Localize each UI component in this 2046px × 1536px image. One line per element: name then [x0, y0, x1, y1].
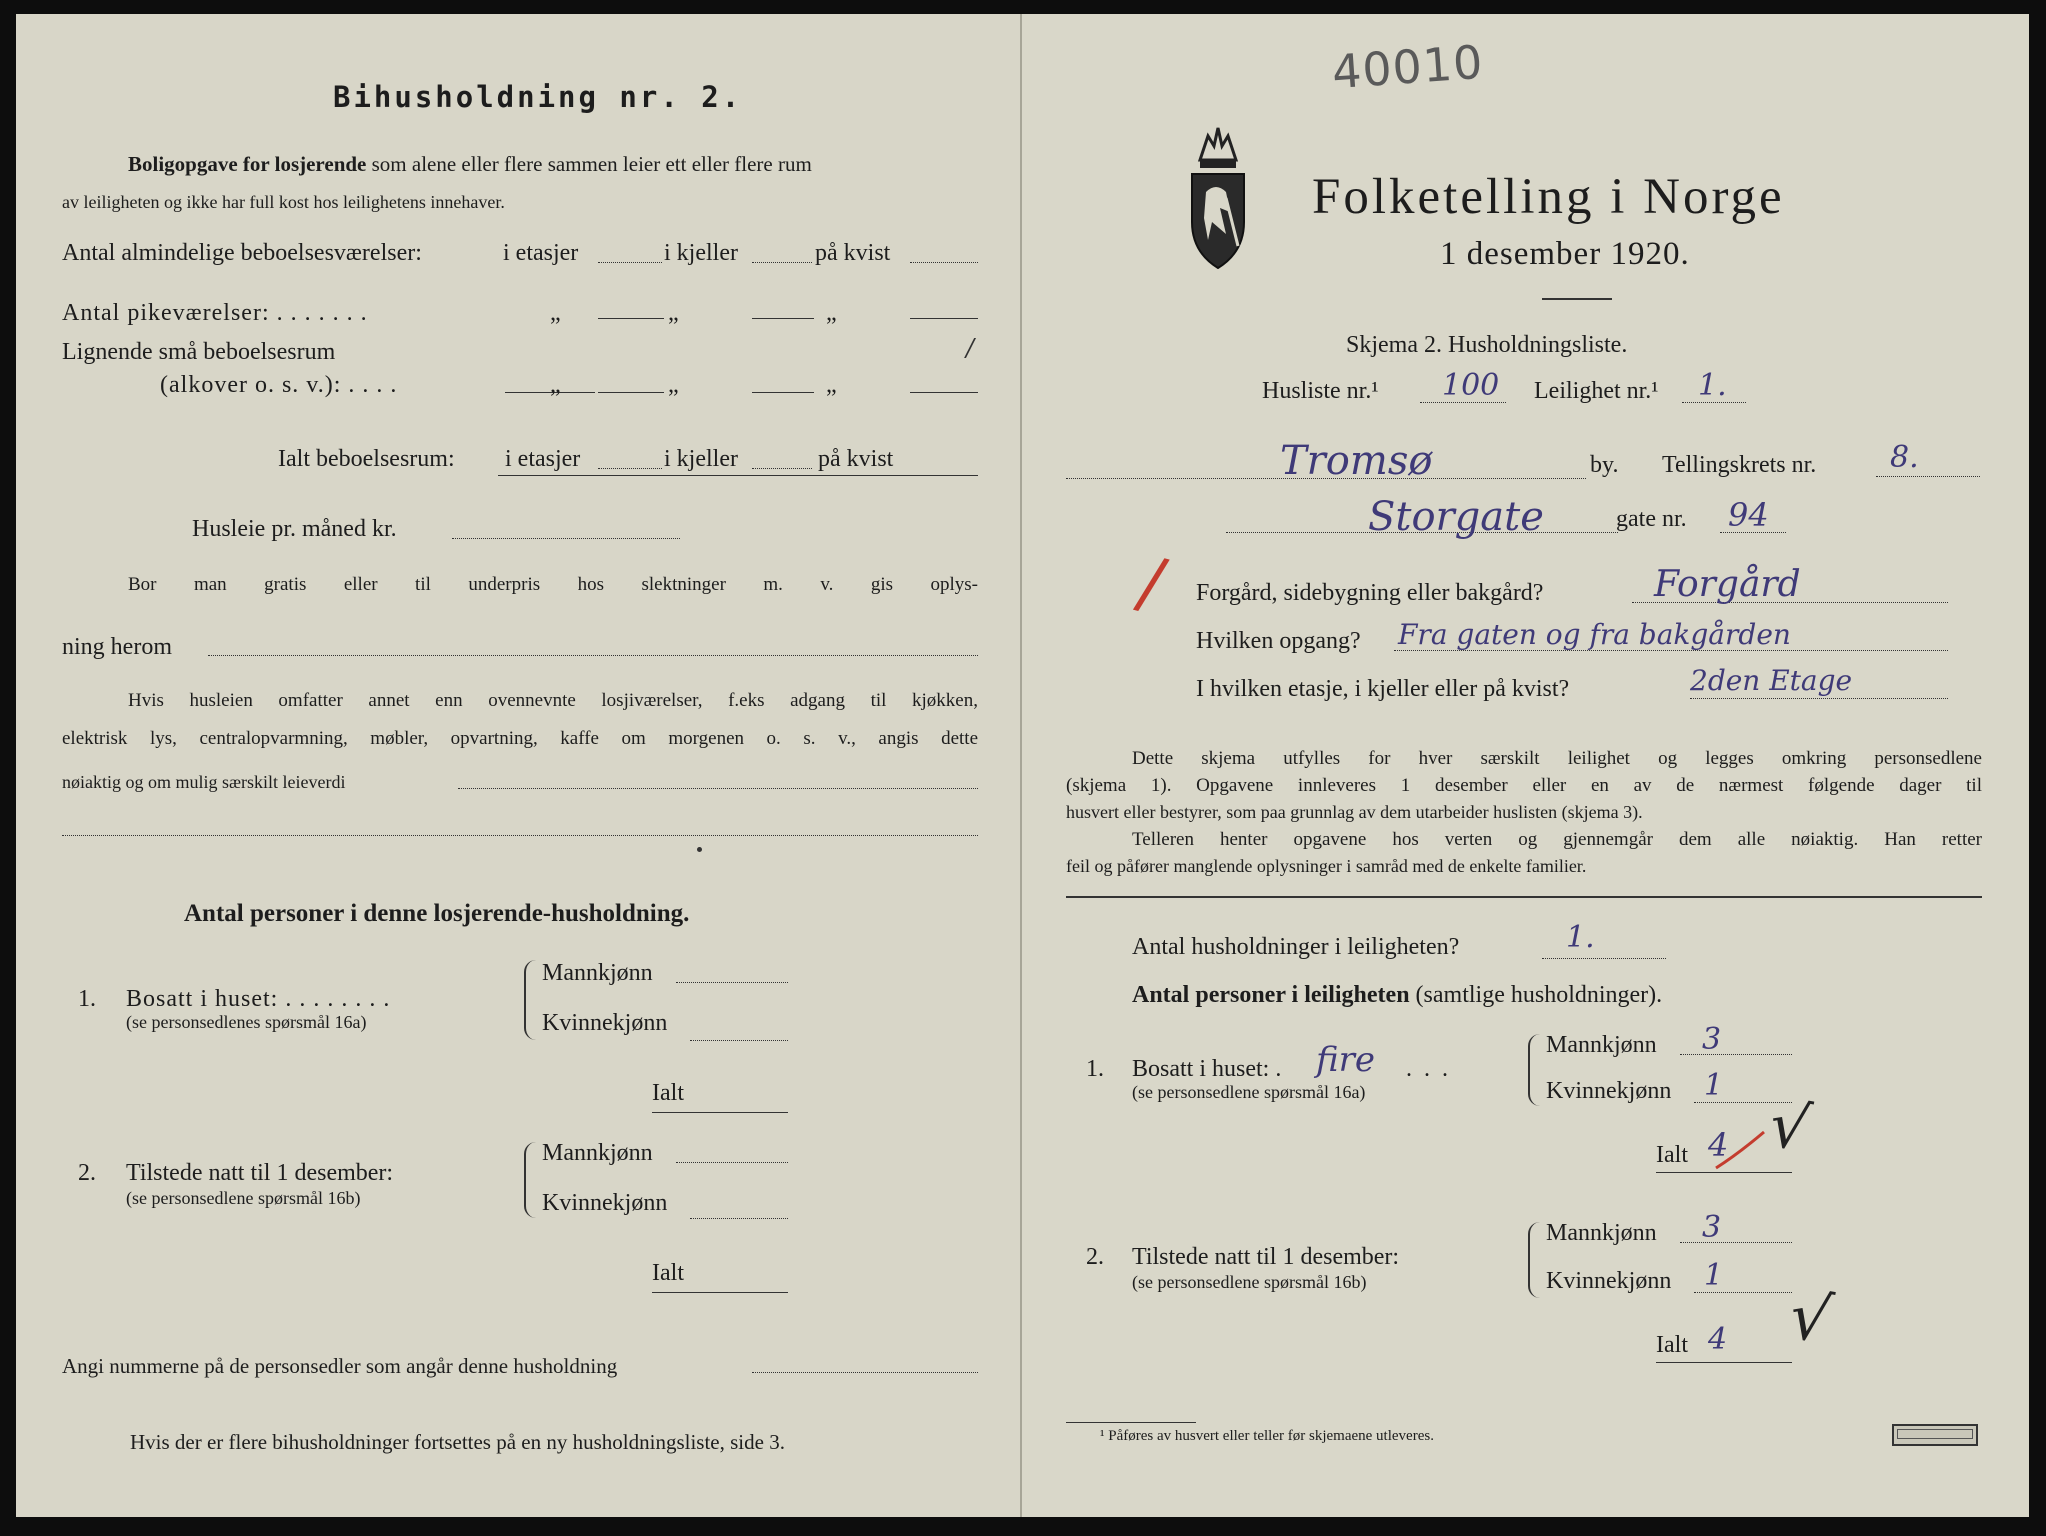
left-q2-num: 2. — [78, 1160, 96, 1186]
pike-ditto-3: „ — [826, 300, 837, 326]
hvis-line2: elektrisk lys, centralopvarmning, møbler, opvartning, kaffe om morgenen o. s. v., angis dette — [62, 728, 978, 749]
by-label: by. — [1590, 452, 1619, 478]
angi-text: Angi nummerne på de personsedler som angår denne husholdning — [62, 1354, 618, 1378]
right-q1-ialt-value: 4 — [1708, 1126, 1729, 1164]
red-underline-mark — [1712, 1126, 1772, 1176]
hvis-line3: nøiaktig og om mulig særskilt leieverdi — [62, 772, 346, 792]
alkover-label: (alkover o. s. v.): . . . . — [160, 372, 398, 398]
instr-line4: Telleren henter opgavene hos verten og gjennemgår dem alle nøiaktig. Han retter — [1132, 829, 1982, 850]
left-q1-label: Bosatt i huset: . . . . . . . . — [126, 986, 391, 1012]
right-q1-value: fire — [1316, 1040, 1376, 1080]
right-q2-checkmark: √ — [1783, 1279, 1837, 1359]
instr-line3: husvert eller bestyrer, som paa grunnlag av dem utarbeider huslisten (skjema 3). — [1066, 802, 1643, 822]
pike-ditto-2: „ — [668, 300, 679, 326]
left-q2-label: Tilstede natt til 1 desember: — [126, 1160, 394, 1186]
alkover-ditto-2: „ — [668, 372, 679, 398]
ialt-kvist: på kvist — [818, 446, 894, 472]
right-q1-mann-value: 3 — [1702, 1022, 1722, 1057]
right-q2-mann-label: Mannkjønn — [1546, 1220, 1657, 1246]
forgard-label: Forgård, sidebygning eller bakgård? — [1196, 580, 1544, 606]
right-q2-label: Tilstede natt til 1 desember: — [1132, 1244, 1400, 1270]
left-q2-ialt: Ialt — [652, 1260, 684, 1286]
right-q2-mann-value: 3 — [1702, 1210, 1722, 1245]
husliste-label: Husliste nr.¹ — [1262, 378, 1379, 404]
instr-line1: Dette skjema utfylles for hver særskilt leilighet og legges omkring personsedlene — [1132, 748, 1982, 769]
rooms-label: Antal almindelige beboelsesværelser: — [62, 240, 422, 266]
ialt-kjeller: i kjeller — [664, 446, 738, 472]
left-persons-heading: Antal personer i denne losjerende-husholdning. — [184, 900, 690, 927]
left-q1-ialt: Ialt — [652, 1080, 684, 1106]
left-title: Bihusholdning nr. 2. — [333, 80, 743, 114]
ialt-label: Ialt beboelsesrum: — [278, 446, 455, 472]
printer-stamp — [1892, 1424, 1978, 1446]
street-value: Storgate — [1368, 494, 1544, 540]
alkover-ditto: „ — [550, 372, 561, 398]
ning-herom: ning herom — [62, 634, 172, 660]
instr-line5: feil og påfører manglende oplysninger i samråd med de enkelte familier. — [1066, 856, 1587, 876]
right-q2-sub: (se personsedlene spørsmål 16b) — [1132, 1272, 1367, 1292]
antal-hush-value: 1. — [1566, 920, 1595, 955]
footnote: ¹ Påføres av husvert eller teller før skjemaene utleveres. — [1100, 1428, 1434, 1444]
right-q2-ialt-value: 4 — [1708, 1322, 1728, 1357]
bor-text: Bor man gratis eller til underpris hos slektninger m. v. gis oplys- — [128, 574, 978, 595]
left-q2-sub: (se personsedlene spørsmål 16b) — [126, 1188, 361, 1208]
krets-value: 8. — [1890, 440, 1919, 475]
pencil-archive-number: 40010 — [1330, 34, 1486, 100]
etasje-value: 2den Etage — [1690, 664, 1853, 697]
right-q1-num: 1. — [1086, 1056, 1104, 1082]
census-title: Folketelling i Norge — [1312, 169, 1785, 225]
rooms-etasjer: i etasjer — [503, 240, 579, 266]
hvis-line1: Hvis husleien omfatter annet enn ovennevnte losjiværelser, f.eks adgang til kjøkken, — [128, 690, 978, 711]
gate-value: 94 — [1728, 496, 1769, 534]
census-date: 1 desember 1920. — [1440, 236, 1690, 272]
intro-line2: av leiligheten og ikke har full kost hos leilighetens innehaver. — [62, 192, 505, 212]
right-q2-kvinne-label: Kvinnekjønn — [1546, 1268, 1672, 1294]
left-q1-sub: (se personsedlenes spørsmål 16a) — [126, 1012, 367, 1032]
alkover-ditto-3: „ — [826, 372, 837, 398]
right-persons-heading — [1132, 982, 1662, 1009]
forgard-value: Forgård — [1654, 564, 1801, 605]
right-q1-checkmark: √ — [1763, 1087, 1816, 1166]
leilighet-label: Leilighet nr.¹ — [1534, 378, 1659, 404]
antal-hush-label: Antal husholdninger i leiligheten? — [1132, 934, 1460, 960]
rooms-kvist: på kvist — [815, 240, 891, 266]
right-persons-heading-bold: Antal personer i leiligheten — [1132, 982, 1410, 1008]
handwritten-tick: / — [966, 334, 975, 362]
gate-label: gate nr. — [1616, 506, 1687, 532]
left-footer: Hvis der er flere bihusholdninger fortsettes på en ny husholdningsliste, side 3. — [130, 1430, 785, 1454]
pike-label: Antal pikeværelser: . . . . . . . — [62, 300, 368, 326]
right-q1-kvinne-label: Kvinnekjønn — [1546, 1078, 1672, 1104]
lignende-label: Lignende små beboelsesrum — [62, 339, 336, 365]
intro-rest: som alene eller flere sammen leier ett eller flere rum — [366, 152, 812, 176]
instr-line2: (skjema 1). Opgavene innleveres 1 desember eller en av de nærmest følgende dager til — [1066, 775, 1982, 796]
right-q2-num: 2. — [1086, 1244, 1104, 1270]
left-q1-num: 1. — [78, 986, 96, 1012]
right-q1-label: Bosatt i huset: . — [1132, 1056, 1282, 1082]
ialt-etasjer: i etasjer — [505, 446, 581, 472]
left-q2-kvinne: Kvinnekjønn — [542, 1190, 668, 1216]
etasje-label: I hvilken etasje, i kjeller eller på kvist? — [1196, 676, 1570, 702]
intro-bold: Boligopgave for losjerende — [128, 152, 367, 176]
opgang-value: Fra gaten og fra bakgården — [1398, 618, 1791, 651]
right-q1-mann-label: Mannkjønn — [1546, 1032, 1657, 1058]
right-q1-sub: (se personsedlene spørsmål 16a) — [1132, 1082, 1366, 1102]
red-pencil-mark: / — [1130, 540, 1174, 626]
right-q1-kvinne-value: 1 — [1704, 1068, 1724, 1103]
right-q2-ialt-label: Ialt — [1656, 1332, 1688, 1358]
right-q1-dots: . . . — [1406, 1056, 1451, 1082]
page-fold — [1020, 14, 1022, 1517]
krets-label: Tellingskrets nr. — [1662, 452, 1817, 478]
right-q2-kvinne-value: 1 — [1704, 1258, 1724, 1293]
city-value: Tromsø — [1280, 438, 1433, 484]
left-q1-kvinne: Kvinnekjønn — [542, 1010, 668, 1036]
husliste-value: 100 — [1442, 368, 1500, 403]
schema-label: Skjema 2. Husholdningsliste. — [1346, 332, 1628, 358]
right-q1-ialt-label: Ialt — [1656, 1142, 1688, 1168]
coat-of-arms-icon — [1186, 122, 1250, 272]
left-q1-mann: Mannkjønn — [542, 960, 653, 986]
pike-ditto: „ — [550, 300, 561, 326]
left-q2-mann: Mannkjønn — [542, 1140, 653, 1166]
husleie-label: Husleie pr. måned kr. — [192, 516, 397, 542]
opgang-label: Hvilken opgang? — [1196, 628, 1361, 654]
intro-line1 — [128, 152, 812, 177]
leilighet-value: 1. — [1698, 368, 1727, 403]
rooms-kjeller: i kjeller — [664, 240, 738, 266]
right-persons-heading-rest: (samtlige husholdninger). — [1409, 982, 1663, 1008]
